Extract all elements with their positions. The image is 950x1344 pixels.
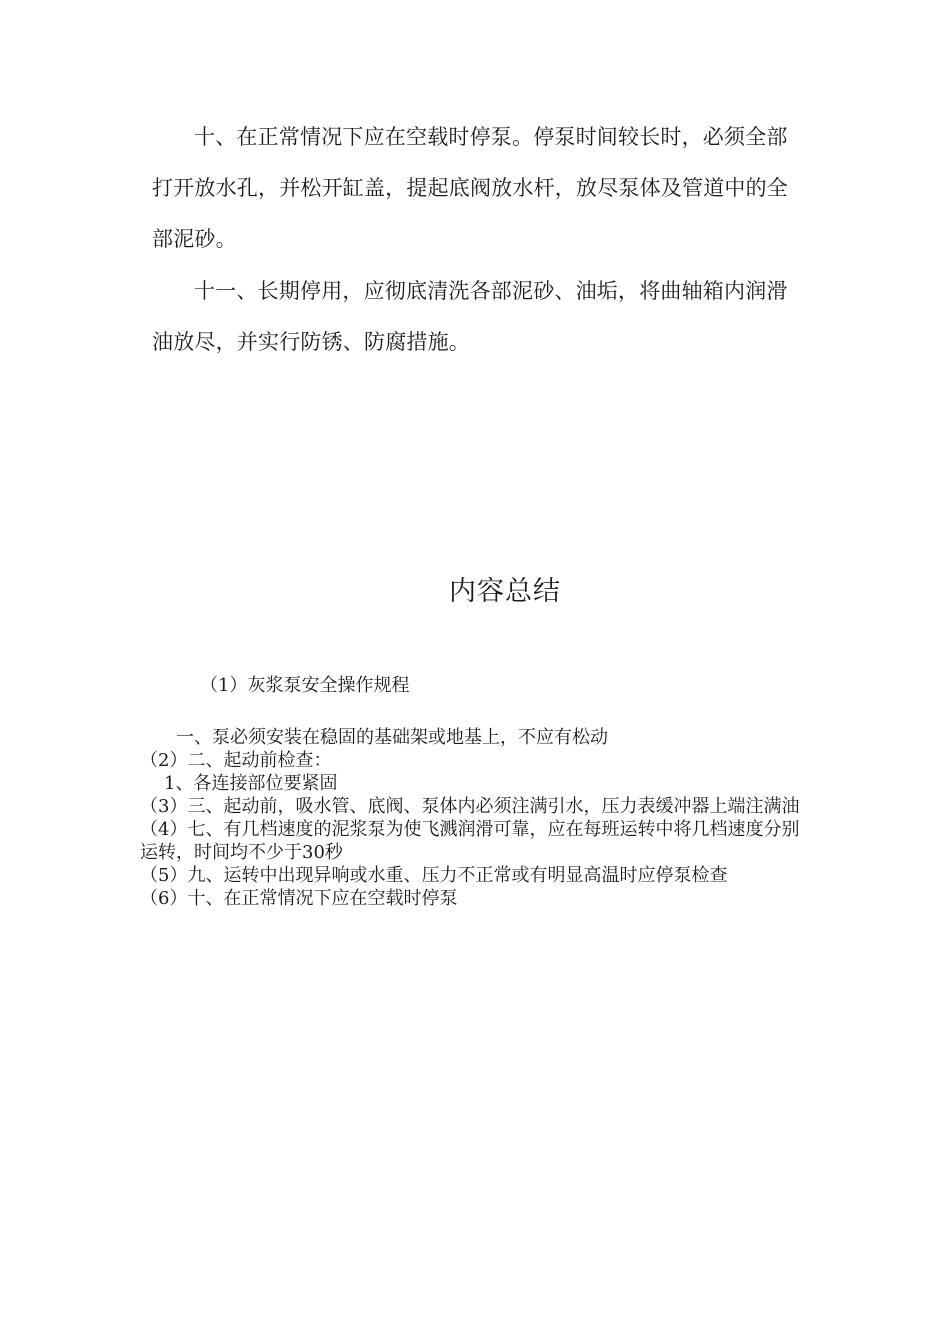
summary-line-8: （6）十、在正常情况下应在空载时停泵	[140, 888, 458, 909]
summary-line-6: （4）七、有几档速度的泥浆泵为使飞溅润滑可靠，应在每班运转中将几档速度分别运转，时间均不少于30秒	[140, 819, 800, 863]
summary-line-2: 一、泵必须安装在稳固的基础架或地基上，不应有松动	[176, 727, 608, 748]
summary-line-1: （1）灰浆泵安全操作规程	[200, 675, 410, 696]
summary-heading: 内容总结	[449, 576, 561, 607]
summary-line-5: （3）三、起动前，吸水管、底阀、泵体内必须注满引水，压力表缓冲器上端注满油	[140, 796, 800, 817]
paragraph-section-11: 十一、长期停用，应彻底清洗各部泥砂、油垢，将曲轴箱内润滑油放尽，并实行防锈、防腐措施。	[152, 279, 788, 354]
summary-line-7: （5）九、运转中出现异响或水重、压力不正常或有明显高温时应停泵检查	[140, 865, 728, 886]
paragraph-section-10: 十、在正常情况下应在空载时停泵。停泵时间较长时，必须全部打开放水孔，并松开缸盖，提起底阀放水杆，放尽泵体及管道中的全部泥砂。	[152, 125, 788, 251]
summary-line-4: 1、各连接部位要紧固	[164, 773, 338, 794]
summary-line-3: （2）二、起动前检查：	[140, 750, 332, 771]
summary-list	[140, 672, 800, 910]
